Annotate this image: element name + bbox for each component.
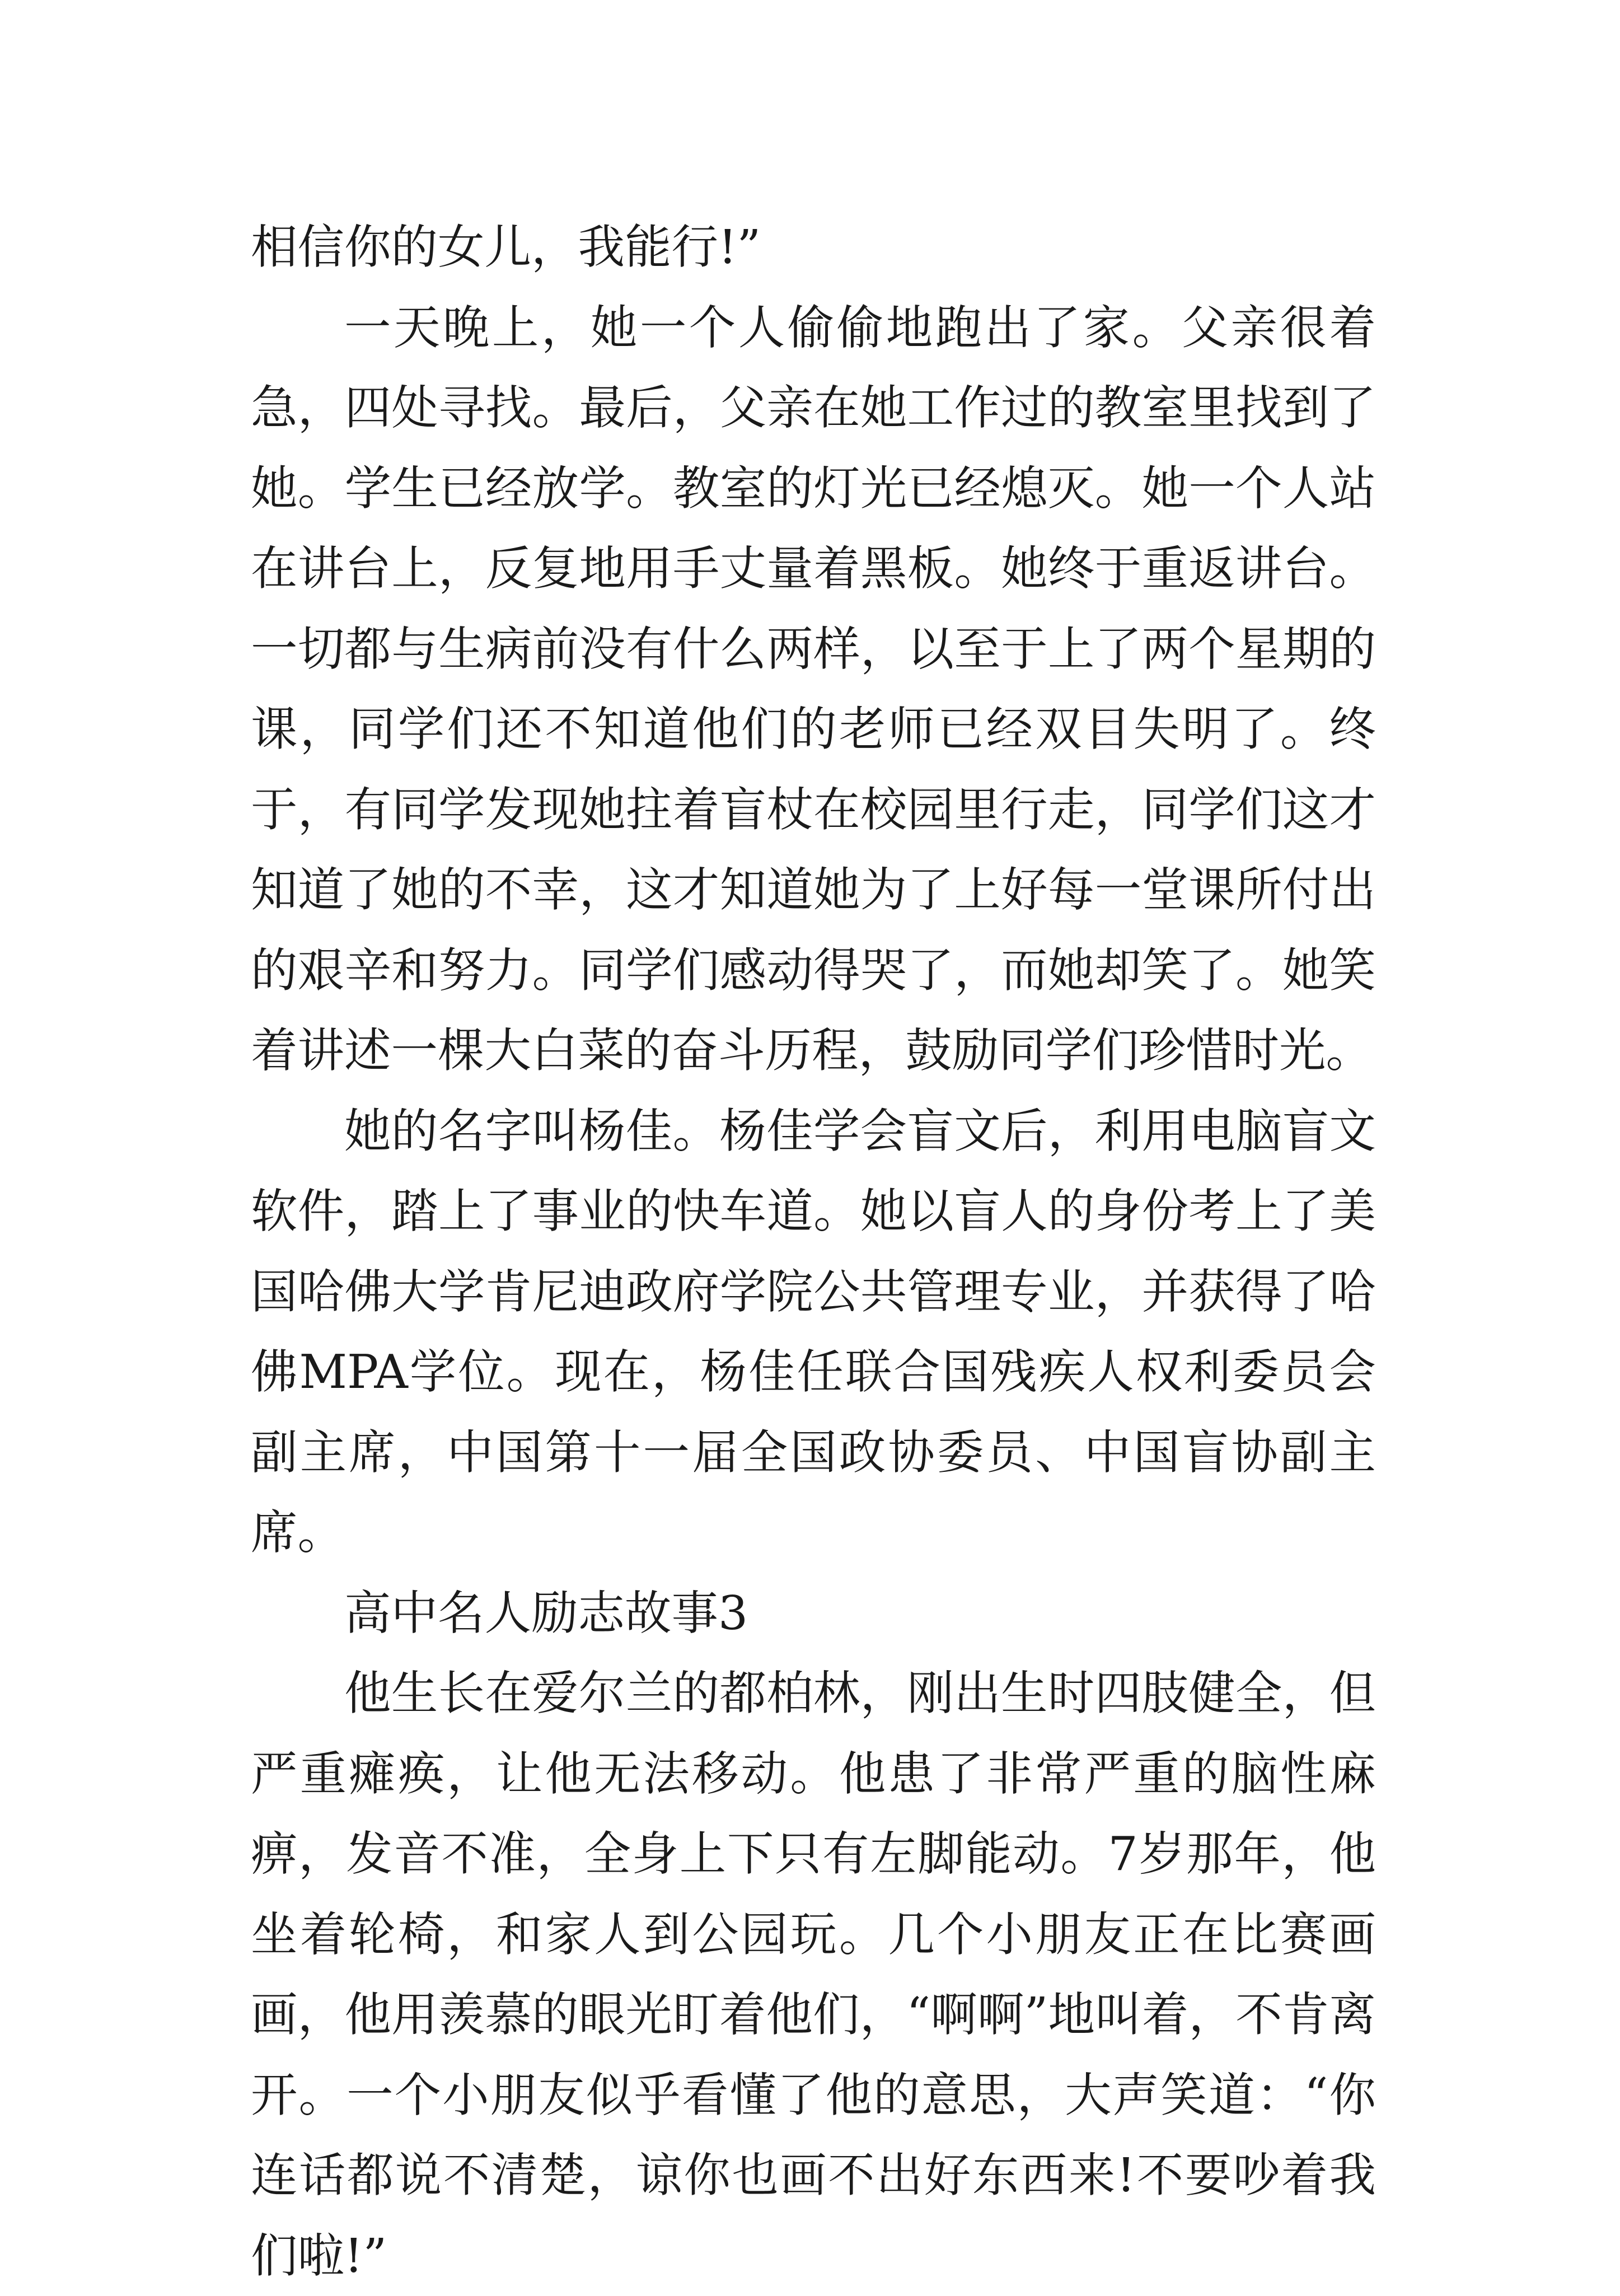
paragraph-night-classroom: 一天晚上，她一个人偷偷地跑出了家。父亲很着急，四处寻找。最后，父亲在她工作过的教室里找到了她。学生已经放学。教室的灯光已经熄灭。她一个人站在讲台上，反复地用手丈量着黑板。她终于重返讲台。一切都与生病前没有什么两样，以至于上了两个星期的课，同学们还不知道他们的老师已经双目失明了。终于，有同学发现她拄着盲杖在校园里行走，同学们这才知道了她的不幸，这才知道她为了上好每一堂课所付出的艰辛和努力。同学们感动得哭了，而她却笑了。她笑着讲述一棵大白菜的奋斗历程，鼓励同学们珍惜时光。 [251,300,1376,1078]
paragraph-dublin-story: 他生长在爱尔兰的都柏林，刚出生时四肢健全，但严重瘫痪，让他无法移动。他患了非常严重的脑性麻痹，发音不准，全身上下只有左脚能动。7岁那年，他坐着轮椅，和家人到公园玩。几个小朋友正在比赛画画，他用羡慕的眼光盯着他们，“啊啊”地叫着，不肯离开。一个小朋友似乎看懂了他的意思，大声笑道：“你连话都说不清楚，谅你也画不出好东西来!不要吵着我们啦!” [251,1666,1376,2283]
body-text [251,207,1376,2296]
paragraph-yang-jia: 她的名字叫杨佳。杨佳学会盲文后，利用电脑盲文软件，踏上了事业的快车道。她以盲人的身份考上了美国哈佛大学肯尼迪政府学院公共管理专业，并获得了哈佛MPA学位。现在，杨佳任联合国残疾人权利委员会副主席，中国第十一届全国政协委员、中国盲协副主席。 [251,1103,1376,1560]
paragraph-continuation: 相信你的女儿，我能行!” [251,219,761,274]
section-heading: 高中名人励志故事3 [344,1585,748,1640]
